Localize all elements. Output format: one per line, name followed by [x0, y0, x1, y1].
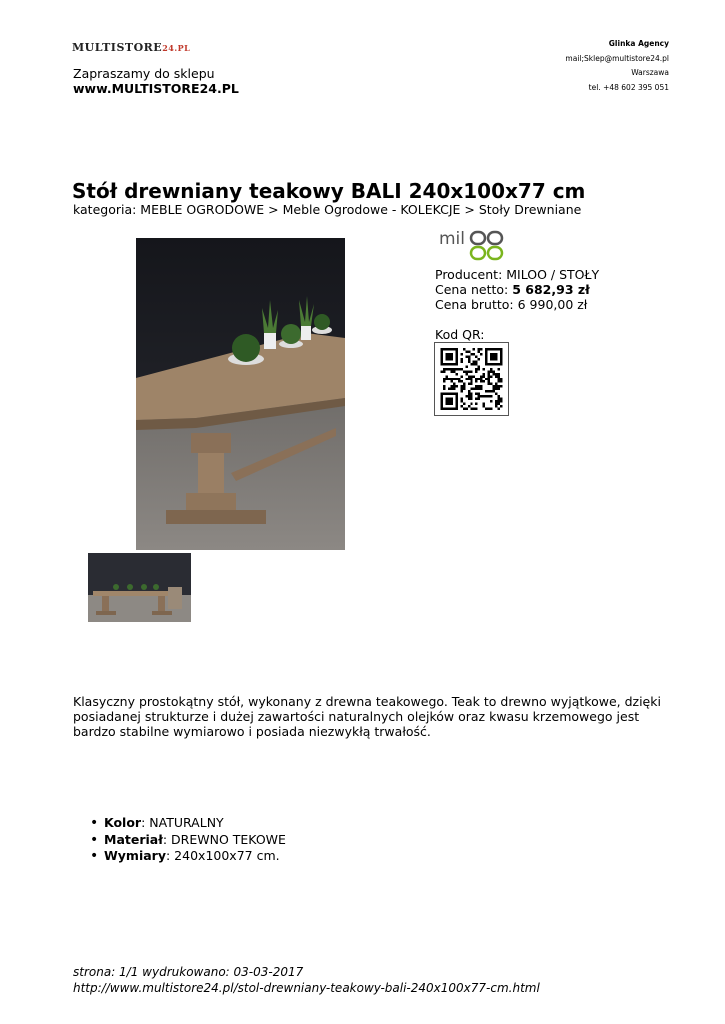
- product-category-breadcrumb: kategoria: MEBLE OGRODOWE > Meble Ogrodowe - KOLEKCJE > Stoły Drewniane: [73, 202, 582, 217]
- bullet-icon: •: [90, 831, 99, 848]
- net-price-label: Cena netto:: [435, 282, 513, 297]
- product-title: Stół drewniany teakowy BALI 240x100x77 cm: [72, 179, 586, 203]
- product-specs: [90, 815, 286, 865]
- net-price-line: [435, 282, 599, 297]
- producer-line: [435, 267, 599, 282]
- product-info: [435, 267, 599, 312]
- thumbnail-photo-icon: [88, 553, 191, 622]
- net-price-value: 5 682,93 zł: [512, 282, 590, 297]
- agency-email[interactable]: mail;Sklep@multistore24.pl: [565, 53, 669, 63]
- qr-code[interactable]: [434, 342, 509, 416]
- welcome-text: Zapraszamy do sklepu: [73, 66, 215, 81]
- producer-label: Producent:: [435, 267, 507, 282]
- gross-price-line: [435, 297, 599, 312]
- spec-material: [90, 832, 286, 849]
- agency-name: Glinka Agency: [608, 39, 669, 48]
- agency-city: Warszawa: [631, 68, 669, 77]
- agency-contact: [565, 37, 669, 95]
- spec-color: [90, 815, 286, 832]
- spec-label: Wymiary: [104, 848, 166, 863]
- spec-dimensions: [90, 848, 286, 865]
- gross-price-label: Cena brutto:: [435, 297, 518, 312]
- svg-text:mil: mil: [439, 229, 466, 249]
- spec-label: Materiał: [104, 831, 163, 847]
- miloo-logo-icon: [437, 229, 507, 263]
- logo-suffix: 24.PL: [162, 43, 191, 53]
- welcome-block: [73, 66, 239, 96]
- bullet-icon: •: [90, 815, 99, 831]
- print-footer: [73, 964, 540, 996]
- logo-text: MULTISTORE: [72, 41, 163, 54]
- product-thumbnail[interactable]: [88, 553, 191, 622]
- product-main-photo[interactable]: [136, 238, 345, 550]
- qr-code-icon: [440, 348, 503, 410]
- spec-value: : DREWNO TEKOWE: [162, 831, 286, 847]
- page-info: strona: 1/1 wydrukowano: 03-03-2017: [73, 965, 304, 979]
- table-photo-icon: [136, 238, 345, 550]
- brand-logo: [437, 229, 507, 263]
- gross-price-value: 6 990,00 zł: [517, 297, 588, 312]
- qr-label: Kod QR:: [435, 327, 485, 342]
- product-description: Klasyczny prostokątny stół, wykonany z drewna teakowego. Teak to drewno wyjątkowe, dzięki posiadanej strukturze i dużej zawartości naturalnych olejków oraz kwasu krzemowego jest bardzo stabilne wymiarowo i posiada niezwykłą trwałość.: [73, 694, 661, 740]
- spec-value: : NATURALNY: [141, 815, 224, 830]
- spec-label: Kolor: [104, 815, 142, 830]
- page-url[interactable]: http://www.multistore24.pl/stol-drewniany-teakowy-bali-240x100x77-cm.html: [73, 981, 540, 995]
- producer-value: MILOO / STOŁY: [506, 267, 600, 282]
- shop-logo: [72, 41, 190, 54]
- agency-phone: tel. +48 602 395 051: [588, 82, 669, 92]
- shop-url[interactable]: www.MULTISTORE24.PL: [73, 81, 239, 96]
- spec-value: : 240x100x77 cm.: [166, 848, 280, 863]
- bullet-icon: •: [90, 848, 99, 864]
